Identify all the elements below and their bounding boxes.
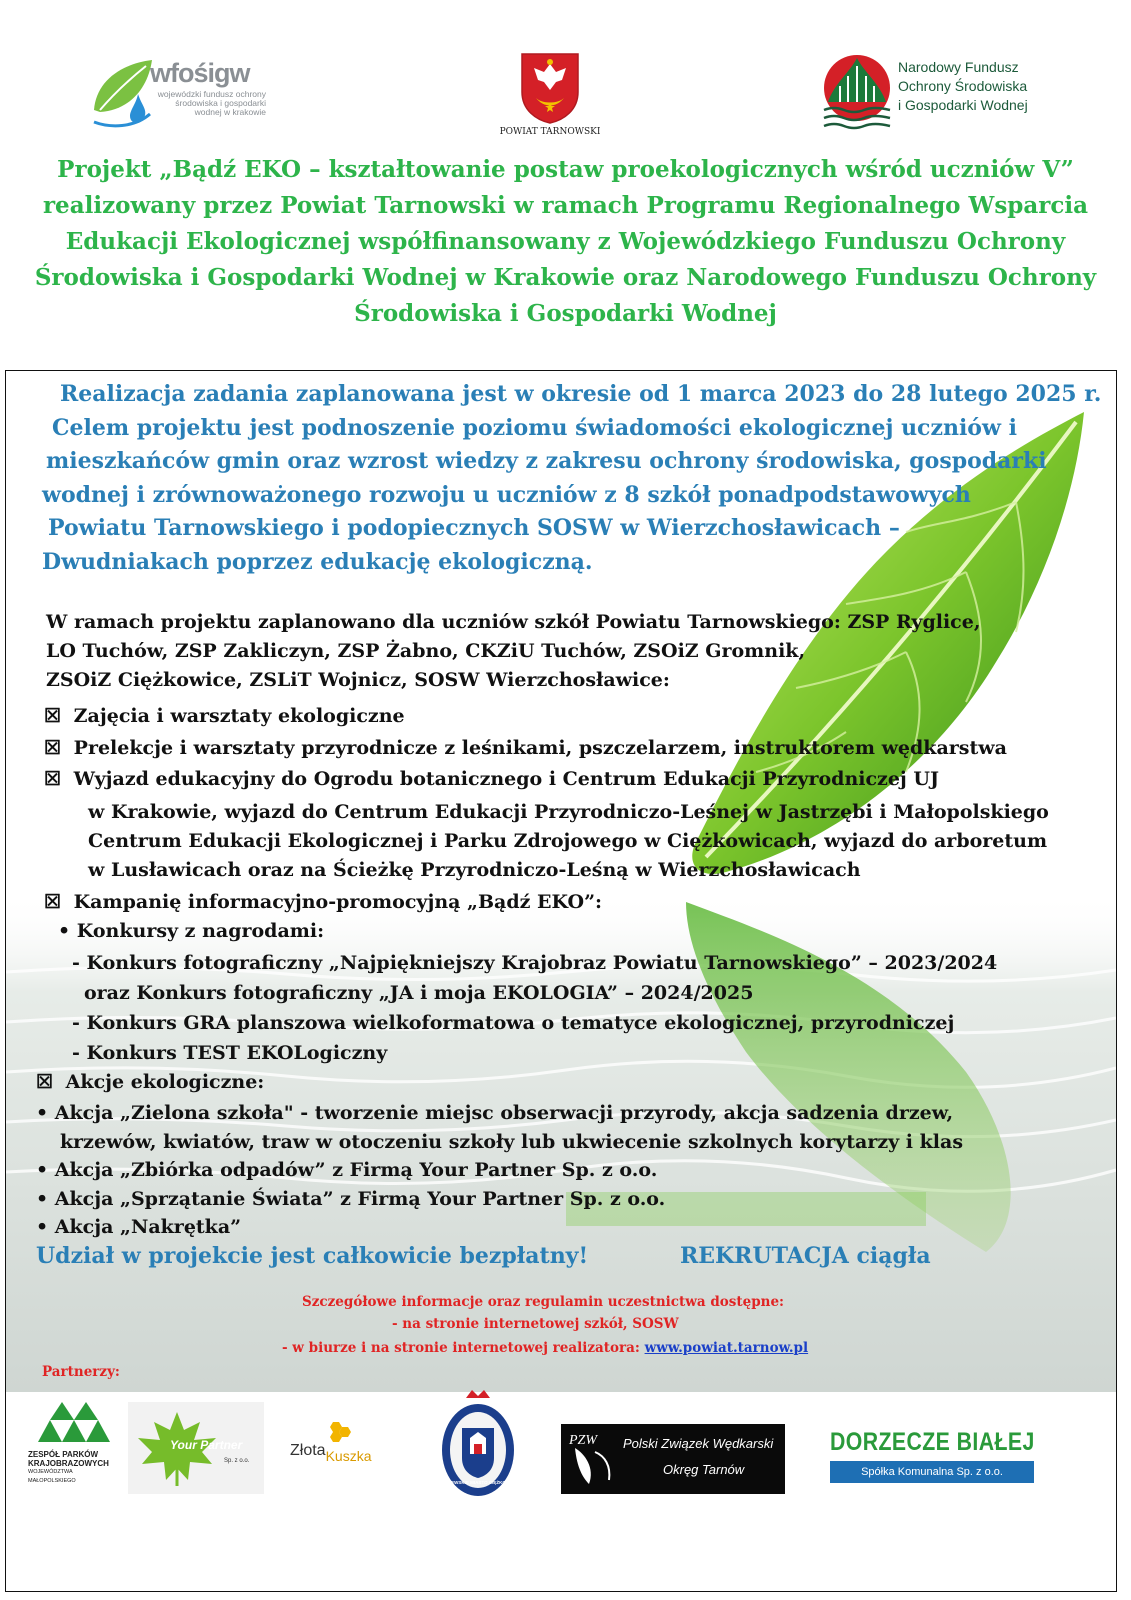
- info-line: [282, 1340, 808, 1356]
- honeycomb-icon: [326, 1420, 352, 1444]
- intro-line: Dwudniakach poprzez edukację ekologiczną.: [42, 548, 593, 575]
- dorzecze-sub: Spółka Komunalna Sp. z o.o.: [830, 1461, 1034, 1483]
- partner-ciezkowice-crest: [438, 1388, 518, 1500]
- eco-action-item: • Akcja „Nakrętka”: [36, 1216, 242, 1238]
- contests-list: [72, 948, 997, 1068]
- partner-zlota-kuszka-logo: [290, 1420, 400, 1470]
- checkbox-icon: ☒: [44, 768, 62, 790]
- checkbox-icon: ☒: [44, 705, 62, 727]
- activity-line: w Krakowie, wyjazd do Centrum Edukacji Przyrodniczo-Leśnej w Jastrzębi i Małopolskiego: [88, 801, 1049, 823]
- recruitment-status: REKRUTACJA ciągła: [680, 1243, 931, 1269]
- eco-action-item: krzewów, kwiatów, traw w otoczeniu szkoły lub ukwiecenie szkolnych korytarzy i klas: [60, 1130, 964, 1153]
- info-line: Szczegółowe informacje oraz regulamin uczestnictwa dostępne:: [302, 1294, 785, 1310]
- powiat-website-link[interactable]: www.powiat.tarnow.pl: [644, 1340, 809, 1356]
- project-title: [30, 152, 1101, 332]
- wfos-name: wfośigw: [150, 58, 250, 88]
- activity-item: [44, 767, 939, 792]
- nfos-line-2: Ochrony Środowiska: [898, 78, 1028, 94]
- schools-line: LO Tuchów, ZSP Zakliczyn, ZSP Żabno, CKZiU Tuchów, ZSOiZ Gromnik,: [46, 640, 806, 662]
- activity-item: [36, 1070, 264, 1095]
- crest-caption: KRÓLEWSKIE MIASTO CIĘŻKOWICE: [438, 1480, 518, 1485]
- contest-item: oraz Konkurs fotograficzny „JA i moja EKOLOGIA” – 2024/2025: [84, 982, 754, 1004]
- yp-text: Your Partner: [170, 1438, 243, 1452]
- activity-label: Prelekcje i warsztaty przyrodnicze z leśnikami, pszczelarzem, instruktorem wędkarstwa: [73, 737, 1007, 759]
- svg-text:PZW: PZW: [569, 1433, 597, 1448]
- activity-label: Zajęcia i warsztaty ekologiczne: [73, 705, 405, 727]
- intro-line: Celem projektu jest podnoszenie poziomu świadomości ekologicznej uczniów i: [52, 414, 1017, 441]
- coat-of-arms-icon: [520, 52, 580, 124]
- activity-label: Akcje ekologiczne:: [65, 1071, 265, 1093]
- nfos-name: [898, 58, 1028, 115]
- intro-line: Powiatu Tarnowskiego i podopiecznych SOSW w Wierzchosławicach –: [48, 515, 900, 541]
- pzw-district: Okręg Tarnów: [663, 1462, 745, 1477]
- info-text: - w biurze i na stronie internetowej realizatora:: [282, 1340, 645, 1356]
- wfos-subtitle: wojewódzki fundusz ochrony środowiska i gospodarki wodnej w krakowie: [157, 89, 266, 117]
- intro-line: Realizacja zadania zaplanowana jest w okresie od 1 marca 2023 do 28 lutego 2025 r.: [60, 381, 1102, 407]
- checkbox-icon: ☒: [44, 891, 62, 913]
- eco-action-item: • Akcja „Sprzątanie Świata” z Firmą Your Partner Sp. z o.o.: [36, 1187, 666, 1210]
- eco-actions-list: [36, 1099, 963, 1242]
- schools-line: ZSOiZ Ciężkowice, ZSLiT Wojnicz, SOSW Wierzchosławice:: [46, 669, 670, 691]
- title-line: Środowiska i Gospodarki Wodnej w Krakowie oraz Narodowego Funduszu Ochrony: [34, 264, 1097, 291]
- zpk-line: ZESPÓŁ PARKÓW: [28, 1450, 99, 1459]
- nfos-emblem-icon: [820, 52, 894, 136]
- zk-text: Kuszka: [325, 1448, 372, 1464]
- zk-text: Złota: [290, 1442, 326, 1459]
- nfos-line-1: Narodowy Fundusz: [898, 59, 1019, 75]
- partner-your-partner-logo: [128, 1402, 264, 1494]
- partner-dorzecze-bialej-logo: [830, 1428, 1040, 1490]
- checkbox-icon: ☒: [36, 1071, 54, 1093]
- schools-line: W ramach projektu zaplanowano dla uczniów szkół Powiatu Tarnowskiego: ZSP Ryglice,: [46, 611, 981, 633]
- powiat-caption: POWIAT TARNOWSKI: [499, 127, 601, 137]
- contest-item: - Konkurs TEST EKOLogiczny: [72, 1042, 388, 1064]
- pzw-name: Polski Związek Wędkarski: [623, 1436, 774, 1451]
- contest-item: - Konkurs fotograficzny „Najpiękniejszy Krajobraz Powiatu Tarnowskiego” – 2023/2024: [72, 952, 998, 974]
- partner-zpk-logo: [28, 1402, 118, 1492]
- nfos-line-3: i Gospodarki Wodnej: [898, 97, 1028, 113]
- activity-continuation: [88, 798, 1049, 885]
- dorzecze-name: DORZECZE BIAŁEJ: [830, 1428, 1035, 1456]
- title-line: Środowiska i Gospodarki Wodnej: [354, 300, 777, 327]
- checkbox-icon: ☒: [44, 737, 62, 759]
- project-intro: [42, 378, 1112, 579]
- activity-item: [44, 890, 602, 915]
- triangles-icon: [28, 1402, 118, 1446]
- wfos-logo: [90, 52, 265, 132]
- zpk-line: KRAJOBRAZOWYCH: [28, 1459, 109, 1468]
- contests-label: • Konkursy z nagrodami:: [58, 920, 325, 942]
- zpk-line: WOJEWÓDZTWA MAŁOPOLSKIEGO: [28, 1469, 76, 1484]
- activity-line: Centrum Edukacji Ekologicznej i Parku Zdrojowego w Ciężkowicach, wyjazd do arboretum: [88, 830, 1048, 852]
- powiat-logo: [480, 52, 620, 142]
- nfos-logo: [820, 52, 1070, 138]
- contest-item: - Konkurs GRA planszowa wielkoformatowa o tematyce ekologicznej, przyrodniczej: [72, 1012, 955, 1034]
- eco-action-item: • Akcja „Zielona szkoła" - tworzenie miejsc obserwacji przyrody, akcja sadzenia drzew,: [36, 1102, 954, 1124]
- activity-line: w Lusławicach oraz na Ścieżkę Przyrodniczo-Leśną w Wierzchosławicach: [88, 859, 861, 881]
- free-participation: Udział w projekcie jest całkowicie bezpłatny!: [36, 1243, 589, 1269]
- activity-item: [44, 736, 1007, 761]
- partners-label: Partnerzy:: [42, 1364, 120, 1380]
- activity-label: Kampanię informacyjno-promocyjną „Bądź EKO”:: [73, 891, 603, 913]
- activity-item: [44, 704, 405, 729]
- schools-paragraph: [46, 608, 980, 695]
- partner-pzw-logo: [561, 1424, 785, 1494]
- eco-action-item: • Akcja „Zbiórka odpadów” z Firmą Your Partner Sp. z o.o.: [36, 1159, 658, 1181]
- fish-emblem-icon: [565, 1428, 619, 1490]
- title-line: Projekt „Bądź EKO – kształtowanie postaw proekologicznych wśród uczniów V”: [57, 156, 1074, 183]
- activity-label: Wyjazd edukacyjny do Ogrodu botanicznego i Centrum Edukacji Przyrodniczej UJ: [73, 768, 939, 790]
- your-partner-sub: Sp. z o.o.: [224, 1458, 250, 1464]
- your-partner-name: [170, 1438, 242, 1452]
- title-line: realizowany przez Powiat Tarnowski w ramach Programu Regionalnego Wsparcia: [42, 192, 1089, 219]
- info-line: - na stronie internetowej szkół, SOSW: [392, 1316, 679, 1332]
- intro-line: wodnej i zrównoważonego rozwoju u uczniów z 8 szkół ponadpodstawowych: [42, 481, 971, 508]
- title-line: Edukacji Ekologicznej współfinansowany z Wojewódzkiego Funduszu Ochrony: [65, 228, 1066, 255]
- intro-line: mieszkańców gmin oraz wzrost wiedzy z zakresu ochrony środowiska, gospodarki: [46, 448, 1047, 474]
- zlota-kuszka-name: [290, 1442, 372, 1464]
